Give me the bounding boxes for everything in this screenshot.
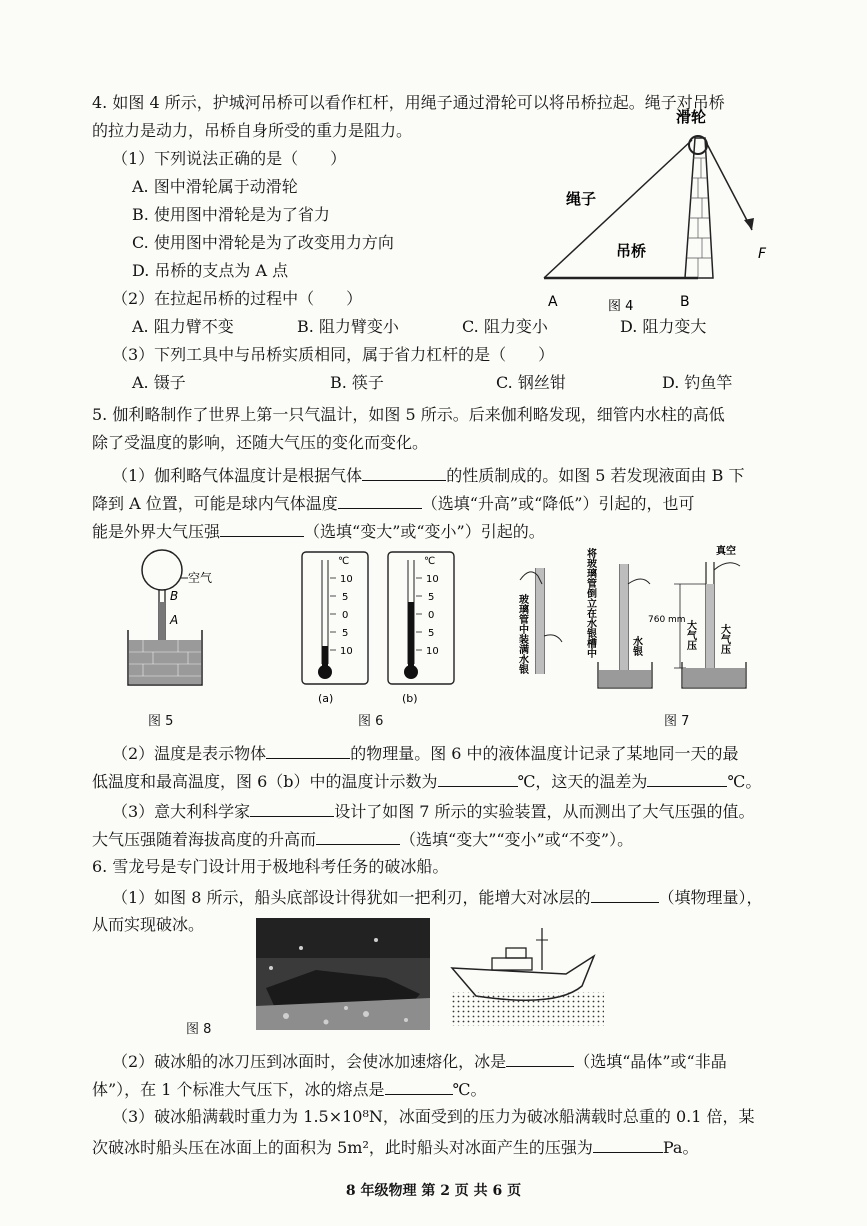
answer-blank[interactable]	[338, 492, 422, 509]
q5-p3-line1: （3）意大利科学家 设计了如图 7 所示的实验装置，从而测出了大气压强的值。	[112, 802, 755, 821]
q4-sub1-option-d: D. 吊桥的支点为 A 点	[132, 261, 289, 280]
q4-sub1-option-b: B. 使用图中滑轮是为了省力	[132, 205, 330, 224]
q4-sub2-option-a: A. 阻力臂不变	[132, 317, 234, 336]
figure-6-caption: 图 6	[358, 714, 384, 729]
q4-sub1-option-a: A. 图中滑轮属于动滑轮	[132, 177, 298, 196]
figure-4-caption: 图 4	[608, 299, 634, 314]
pulley-label: 滑轮	[676, 108, 707, 126]
tick-label: 5	[342, 592, 349, 603]
rope-label: 绳子	[566, 190, 597, 208]
fill-text: 玻璃管中装满水银	[516, 594, 528, 674]
answer-blank[interactable]	[316, 828, 400, 845]
figure-8-caption: 图 8	[186, 1022, 212, 1037]
q5-stem-line1: 5. 伽利略制作了世界上第一只气温计，如图 5 所示。后来伽利略发现，细管内水柱的高低	[92, 405, 725, 424]
page-footer: 8 年级物理 第 2 页 共 6 页	[345, 1183, 522, 1199]
vacuum-label: 真空	[716, 546, 736, 557]
q6-p1-line1: （1）如图 8 所示，船头底部设计得犹如一把利刃，能增大对冰层的 （填物理量），	[112, 888, 763, 907]
q4-sub3-option-a: A. 镊子	[132, 373, 186, 392]
q4-sub3-option-d: D. 钓鱼竿	[662, 373, 733, 392]
tick-label: 10	[340, 574, 353, 585]
tick-label: 5	[342, 628, 349, 639]
tick-label: 10	[340, 646, 353, 657]
q4-sub2: （2）在拉起吊桥的过程中（ ）	[112, 289, 363, 308]
q6-p3-line2: 次破冰时船头压在冰面上的面积为 5m²，此时船头对冰面产生的压强为 Pa。	[92, 1138, 699, 1157]
height-label: 760 mm	[648, 615, 686, 625]
air-label: 空气	[188, 571, 213, 585]
unit-label: ℃	[424, 556, 436, 567]
point-a-label: A	[170, 613, 179, 627]
q6-p2-line2: 体”），在 1 个标准大气压下，冰的熔点是 ℃。	[92, 1080, 487, 1099]
thermometer-a	[302, 552, 368, 705]
q4-sub1: （1）下列说法正确的是（ ）	[112, 149, 347, 168]
q5-p2-line2: 低温度和最高温度，图 6（b）中的温度计示数为 ℃，这天的温差为 ℃。	[92, 772, 762, 791]
figure-5-gas-thermometer	[118, 540, 238, 700]
q4-sub3: （3）下列工具中与吊桥实质相同，属于省力杠杆的是（ ）	[112, 345, 555, 364]
q4-stem-line2: 的拉力是动力，吊桥自身所受的重力是阻力。	[92, 121, 413, 140]
q5-p1-line1: （1）伽利略气体温度计是根据气体 的性质制成的。如图 5 若发现液面由 B 下	[112, 466, 745, 485]
q5-stem-line2: 除了受温度的影响，还随大气压的变化而变化。	[92, 433, 429, 452]
invert-text: 将玻璃管倒立在水银槽中	[584, 548, 596, 658]
icebreaker-photo	[256, 918, 430, 1030]
answer-blank[interactable]	[250, 800, 334, 817]
answer-blank[interactable]	[647, 770, 727, 787]
answer-blank[interactable]	[266, 742, 350, 759]
q6-p3-line1: （3）破冰船满载时重力为 1.5×10⁸N，冰面受到的压力为破冰船满载时总重的 0.1 倍，某	[112, 1107, 755, 1126]
tick-label: 10	[426, 646, 439, 657]
point-a-label: A	[548, 294, 558, 310]
figure-4-drawbridge	[530, 108, 780, 318]
q4-sub3-option-b: B. 筷子	[330, 373, 384, 392]
figure-6-thermometers	[290, 548, 480, 708]
point-b-label: B	[680, 294, 690, 310]
bridge-label: 吊桥	[616, 242, 647, 260]
atm-label-2: 大气压	[718, 624, 730, 654]
tick-label: 0	[342, 610, 349, 621]
q4-sub3-option-c: C. 钢丝钳	[496, 373, 566, 392]
answer-blank[interactable]	[438, 770, 518, 787]
tick-label: 0	[428, 610, 435, 621]
figure-7-torricelli	[508, 544, 768, 704]
tick-label: 5	[428, 592, 435, 603]
tick-label: 10	[426, 574, 439, 585]
q4-stem-line1: 4. 如图 4 所示，护城河吊桥可以看作杠杆，用绳子通过滑轮可以将吊桥拉起。绳子对吊桥	[92, 93, 725, 112]
answer-blank[interactable]	[220, 520, 304, 537]
unit-label: ℃	[338, 556, 350, 567]
icebreaker-drawing	[446, 924, 608, 1028]
figure-7-caption: 图 7	[664, 714, 690, 729]
q4-sub2-option-b: B. 阻力臂变小	[297, 317, 399, 336]
q4-sub1-option-c: C. 使用图中滑轮是为了改变用力方向	[132, 233, 394, 252]
answer-blank[interactable]	[385, 1078, 453, 1095]
q5-p1-line3: 能是外界大气压强 （选填“变大”或“变小”）引起的。	[92, 522, 545, 541]
q5-p2-line1: （2）温度是表示物体 的物理量。图 6 中的液体温度计记录了某地同一天的最	[112, 744, 739, 763]
label-b: (b)	[402, 692, 418, 705]
q5-p3-line2: 大气压强随着海拔高度的升高而 （选填“变大”“变小”或“不变”）。	[92, 830, 634, 849]
q6-stem: 6. 雪龙号是专门设计用于极地科考任务的破冰船。	[92, 857, 449, 876]
answer-blank[interactable]	[593, 1136, 663, 1153]
label-a: (a)	[318, 692, 334, 705]
q6-p1-line2: 从而实现破冰。	[92, 915, 205, 934]
thermometer-b	[388, 552, 454, 705]
mercury-label: 水银	[630, 636, 642, 656]
q4-sub2-option-c: C. 阻力变小	[462, 317, 548, 336]
point-b-label: B	[170, 589, 179, 603]
tick-label: 5	[428, 628, 435, 639]
figure-5-caption: 图 5	[148, 714, 174, 729]
q5-p1-line2: 降到 A 位置，可能是球内气体温度 （选填“升高”或“降低”）引起的，也可	[92, 494, 695, 513]
q6-p2-line1: （2）破冰船的冰刀压到冰面时，会使冰加速熔化，冰是 （选填“晶体”或“非晶	[112, 1052, 727, 1071]
answer-blank[interactable]	[362, 464, 446, 481]
force-label: F	[758, 246, 767, 262]
atm-label-1: 大气压	[684, 620, 696, 650]
answer-blank[interactable]	[506, 1050, 574, 1067]
answer-blank[interactable]	[591, 886, 659, 903]
q4-sub2-option-d: D. 阻力变大	[620, 317, 707, 336]
